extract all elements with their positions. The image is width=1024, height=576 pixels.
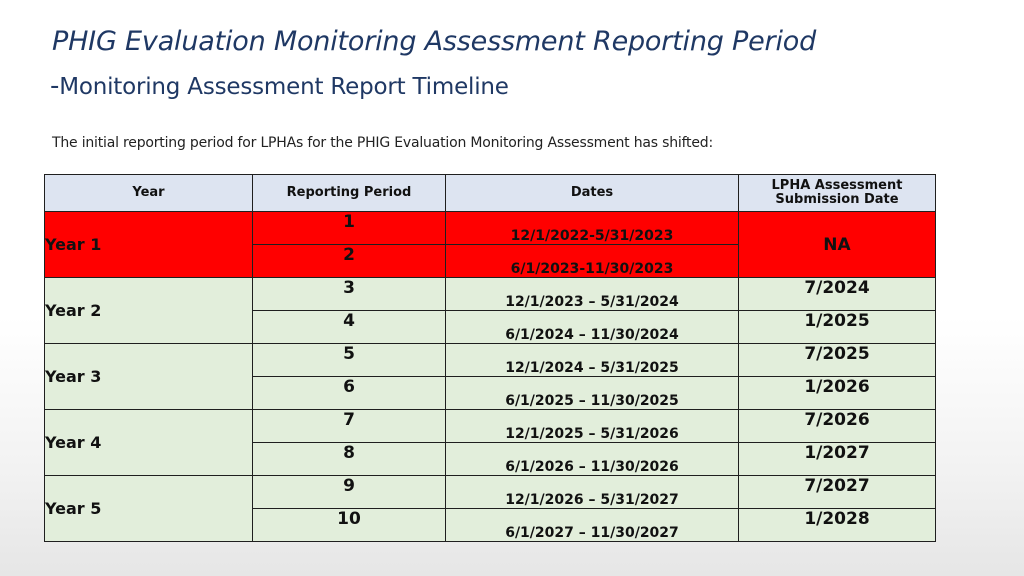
table-row [45,278,936,311]
header-year: Year [45,175,253,212]
period-cell: 3 [253,278,446,311]
table-row [45,344,936,377]
submission-cell: 7/2025 [739,344,936,377]
header-submission-date [739,175,936,212]
dates-cell: 6/1/2027 – 11/30/2027 [446,509,739,542]
period-cell: 7 [253,410,446,443]
header-reporting-period: Reporting Period [253,175,446,212]
period-cell: 9 [253,476,446,509]
submission-cell: 7/2026 [739,410,936,443]
period-cell: 5 [253,344,446,377]
period-cell: 1 [253,212,446,245]
year-cell: Year 2 [45,278,253,344]
year-cell: Year 1 [45,212,253,278]
year-cell: Year 5 [45,476,253,542]
year-cell: Year 4 [45,410,253,476]
period-cell: 8 [253,443,446,476]
dates-cell: 12/1/2023 – 5/31/2024 [446,278,739,311]
table-header-row [45,175,936,212]
timeline-table [44,174,936,542]
page-title: PHIG Evaluation Monitoring Assessment Reporting Period [52,26,817,57]
year-cell: Year 3 [45,344,253,410]
header-dates: Dates [446,175,739,212]
intro-text: The initial reporting period for LPHAs for the PHIG Evaluation Monitoring Assessment has shifted: [52,135,713,151]
period-cell: 10 [253,509,446,542]
submission-na-cell: NA [739,212,936,278]
table-row [45,212,936,245]
submission-cell: 1/2026 [739,377,936,410]
dates-cell: 12/1/2026 – 5/31/2027 [446,476,739,509]
dates-cell: 12/1/2025 – 5/31/2026 [446,410,739,443]
dates-cell: 6/1/2024 – 11/30/2024 [446,311,739,344]
subtitle-text: Monitoring Assessment Report Timeline [59,74,509,100]
submission-cell: 1/2025 [739,311,936,344]
header-submission-line1: LPHA Assessment [771,178,903,193]
submission-cell: 1/2028 [739,509,936,542]
submission-cell: 7/2027 [739,476,936,509]
dates-cell: 12/1/2022-5/31/2023 [446,212,739,245]
period-cell: 2 [253,245,446,278]
dates-cell: 6/1/2023-11/30/2023 [446,245,739,278]
subtitle-dash: - [50,71,60,101]
submission-cell: 7/2024 [739,278,936,311]
period-cell: 4 [253,311,446,344]
submission-cell: 1/2027 [739,443,936,476]
header-submission-line2: Submission Date [775,192,899,207]
dates-cell: 6/1/2025 – 11/30/2025 [446,377,739,410]
period-cell: 6 [253,377,446,410]
table-row [45,476,936,509]
dates-cell: 12/1/2024 – 5/31/2025 [446,344,739,377]
page-subtitle [50,71,509,101]
table-row [45,410,936,443]
dates-cell: 6/1/2026 – 11/30/2026 [446,443,739,476]
